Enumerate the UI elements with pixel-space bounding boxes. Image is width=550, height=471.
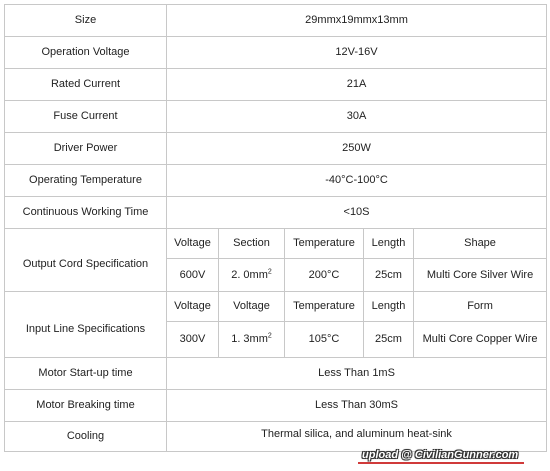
size-value: 29mmx19mmx13mm [167,5,547,37]
operating-temperature-label: Operating Temperature [5,165,167,197]
table-row-driver-power [5,133,547,165]
output-cord-length: 25cm [364,259,414,292]
output-cord-header-length: Length [364,229,414,259]
output-cord-header-temperature: Temperature [285,229,364,259]
motor-breaking-label: Motor Breaking time [5,390,167,422]
input-line-length: 25cm [364,322,414,358]
watermark [358,448,526,464]
table-row-fuse-current [5,101,547,133]
table-row-output-cord-header [5,229,547,259]
operation-voltage-value: 12V-16V [167,37,547,69]
input-line-header-temperature: Temperature [285,292,364,322]
watermark-underline [358,462,524,464]
table-row-motor-breaking [5,390,547,422]
continuous-working-time-label: Continuous Working Time [5,197,167,229]
motor-startup-value: Less Than 1mS [167,358,547,390]
input-line-section-exponent: 2 [267,332,272,340]
input-line-section [219,322,285,358]
output-cord-header-voltage: Voltage [167,229,219,259]
table-row-operation-voltage [5,37,547,69]
size-label: Size [5,5,167,37]
table-row-input-line-header [5,292,547,322]
input-line-temperature: 105°C [285,322,364,358]
output-cord-section-value: 2. 0mm [231,268,268,281]
table-row-continuous-working-time [5,197,547,229]
output-cord-shape: Multi Core Silver Wire [414,259,547,292]
operation-voltage-label: Operation Voltage [5,37,167,69]
input-line-header-voltage: Voltage [167,292,219,322]
table-row-cooling [5,422,547,452]
table-row-size [5,5,547,37]
output-cord-voltage: 600V [167,259,219,292]
rated-current-value: 21A [167,69,547,101]
fuse-current-value: 30A [167,101,547,133]
table-row-motor-startup [5,358,547,390]
input-line-label: Input Line Specifications [5,292,167,358]
input-line-header-voltage-2: Voltage [219,292,285,322]
output-cord-label: Output Cord Specification [5,229,167,292]
operating-temperature-value: -40°C-100°C [167,165,547,197]
table-row-rated-current [5,69,547,101]
rated-current-label: Rated Current [5,69,167,101]
input-line-section-value: 1. 3mm [231,333,268,345]
output-cord-section [219,259,285,292]
output-cord-header-section: Section [219,229,285,259]
cooling-label: Cooling [5,422,167,452]
motor-startup-label: Motor Start-up time [5,358,167,390]
spec-table [4,4,547,452]
driver-power-label: Driver Power [5,133,167,165]
input-line-form: Multi Core Copper Wire [414,322,547,358]
table-row-operating-temperature [5,165,547,197]
output-cord-section-exponent: 2 [267,267,272,275]
output-cord-header-shape: Shape [414,229,547,259]
motor-breaking-value: Less Than 30mS [167,390,547,422]
input-line-header-form: Form [414,292,547,322]
continuous-working-time-value: <10S [167,197,547,229]
output-cord-temperature: 200°C [285,259,364,292]
input-line-header-length: Length [364,292,414,322]
driver-power-value: 250W [167,133,547,165]
input-line-voltage: 300V [167,322,219,358]
watermark-text: upload @ CivilianGunner.com [362,449,519,461]
fuse-current-label: Fuse Current [5,101,167,133]
cooling-value: Thermal silica, and aluminum heat-sink [167,422,547,452]
